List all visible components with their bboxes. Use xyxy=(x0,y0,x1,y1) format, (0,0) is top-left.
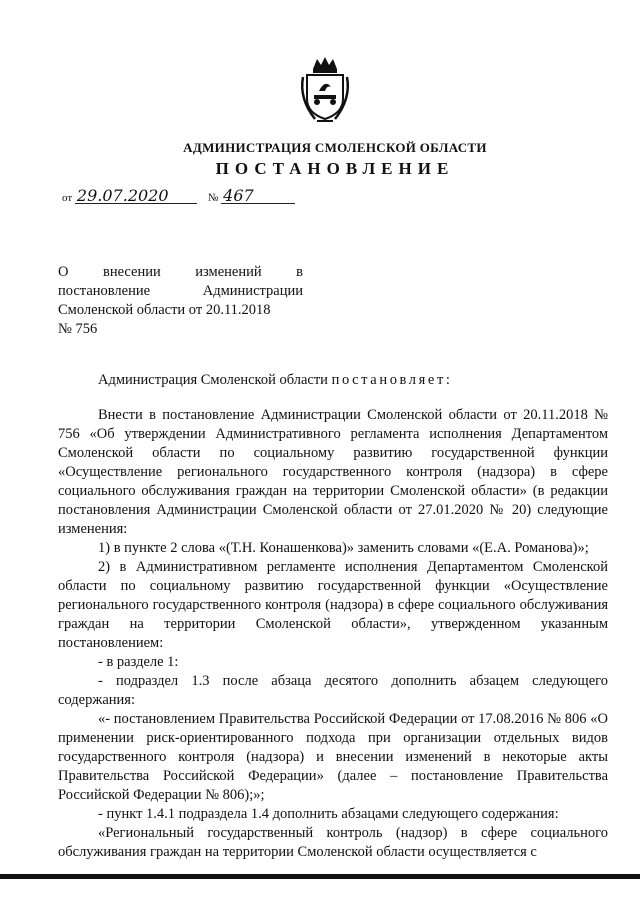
body-paragraph: - подраздел 1.3 после абзаца десятого дополнить абзацем следующего содержания: xyxy=(58,673,608,708)
preamble-text: Администрация Смоленской области xyxy=(98,372,328,388)
document-date: 29.07.2020 xyxy=(75,188,197,204)
body-paragraph: «- постановлением Правительства Российской Федерации от 17.08.2016 № 806 «О применении риск-ориентированного подхода при организации отдельных видов государственного контроля (надзора) и внесении изменений в некоторые акты Правительства Российской Федерации» (далее – постановление Правительства Российской Федерации № 806);»; xyxy=(58,711,608,803)
preamble xyxy=(98,372,453,389)
coat-of-arms-emblem xyxy=(295,55,355,125)
subject-number: № 756 xyxy=(58,321,98,337)
body-paragraph: 2) в Административном регламенте исполнения Департаментом Смоленской области по социальному развитию государственной функции «Осуществление регионального государственного контроля (надзора) в сфере социального обслуживания граждан на территории Смоленской области», утвержденном указанным постановлением: xyxy=(58,559,608,651)
body-paragraph: 1) в пункте 2 слова «(Т.Н. Конашенкова)» заменить словами «(Е.А. Романова)»; xyxy=(98,540,589,556)
date-number-line xyxy=(62,188,295,204)
document-subject xyxy=(58,263,303,339)
document-number: 467 xyxy=(221,188,295,204)
body-paragraph: - пункт 1.4.1 подраздела 1.4 дополнить абзацами следующего содержания: xyxy=(98,806,559,822)
body-paragraph: Внести в постановление Администрации Смоленской области от 20.11.2018 № 756 «Об утверждении Административного регламента исполнения Департаментом Смоленской области по социальному развитию государственной функции «Осуществление регионального государственного контроля (надзора) в сфере социального обслуживания граждан на территории Смоленской области» (в редакции постановления Администрации Смоленской области от 27.01.2020 № 20) следующие изменения: xyxy=(58,407,608,537)
body-paragraph: - в разделе 1: xyxy=(98,654,179,670)
body-paragraph: «Региональный государственный контроль (надзор) в сфере социального обслуживания граждан на территории Смоленской области осуществляется с xyxy=(58,825,608,860)
preamble-decree-word: постановляет: xyxy=(331,372,453,388)
number-label: № xyxy=(207,192,219,204)
document-type-title: ПОСТАНОВЛЕНИЕ xyxy=(215,159,455,178)
document-body xyxy=(58,406,608,862)
subject-line: О внесении изменений в постановление Администрации Смоленской области от 20.11.2018 xyxy=(58,264,303,318)
organization-title: АДМИНИСТРАЦИЯ СМОЛЕНСКОЙ ОБЛАСТИ xyxy=(183,140,487,155)
scan-edge-bar xyxy=(0,874,640,879)
date-from-label: от xyxy=(62,192,73,204)
